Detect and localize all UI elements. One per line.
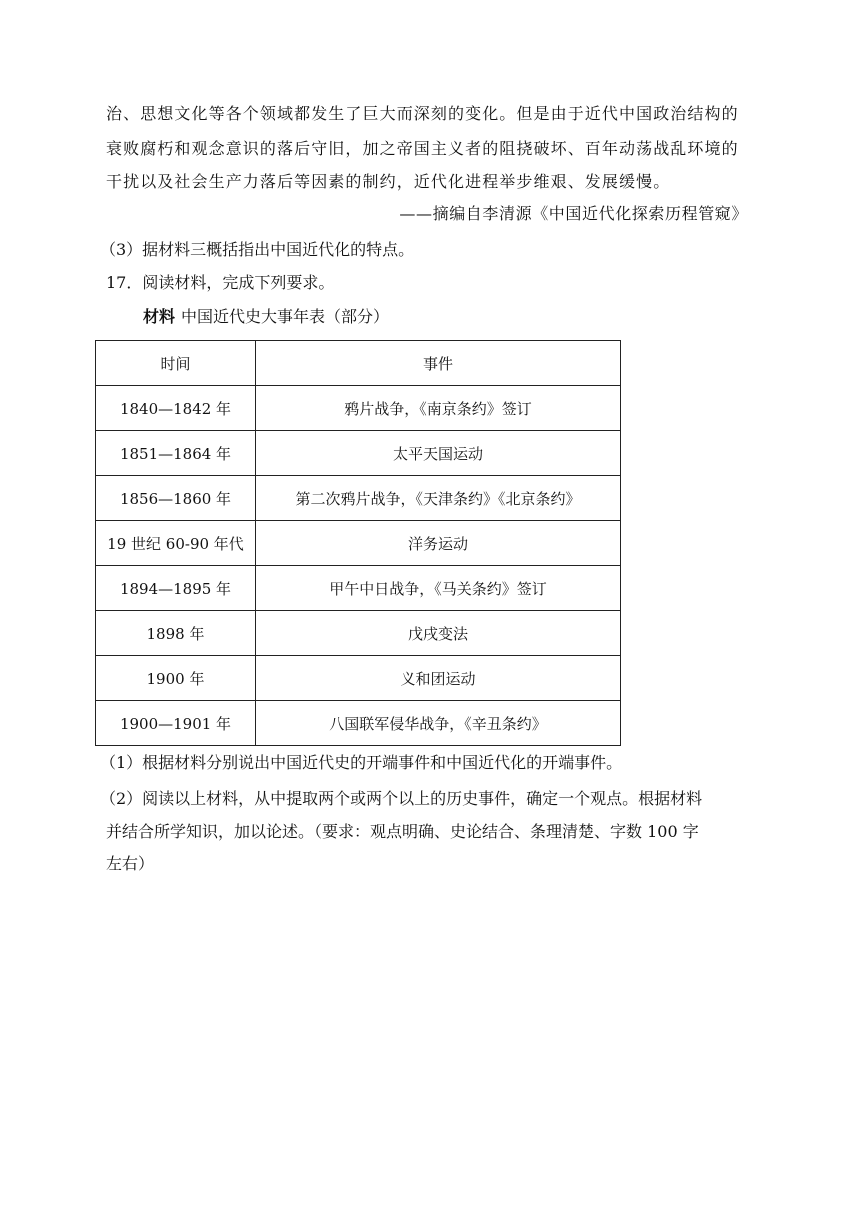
table-row	[96, 566, 621, 611]
event-cell: 八国联军侵华战争，《辛丑条约》	[256, 701, 621, 746]
time-cell: 1900 年	[96, 656, 256, 701]
time-cell: 1856—1860 年	[96, 476, 256, 521]
question-17-part-1: （1）根据材料分别说出中国近代史的开端事件和中国近代化的开端事件。	[100, 753, 623, 772]
events-table	[95, 340, 621, 746]
time-cell: 19 世纪 60-90 年代	[96, 521, 256, 566]
header-event: 事件	[256, 341, 621, 386]
paragraph-line-2: 衰败腐朽和观念意识的落后守旧，加之帝国主义者的阻挠破坏、百年动荡战乱环境的	[106, 139, 739, 158]
table-row	[96, 611, 621, 656]
material-title	[143, 305, 389, 329]
event-cell: 洋务运动	[256, 521, 621, 566]
header-time: 时间	[96, 341, 256, 386]
table-header-row	[96, 341, 621, 386]
table-row	[96, 476, 621, 521]
table-row	[96, 701, 621, 746]
paragraph-line-1: 治、思想文化等各个领域都发生了巨大而深刻的变化。但是由于近代中国政治结构的	[106, 104, 739, 123]
event-cell: 甲午中日战争，《马关条约》签订	[256, 566, 621, 611]
table-row	[96, 656, 621, 701]
time-cell: 1840—1842 年	[96, 386, 256, 431]
question-17-part-2-line-2: 并结合所学知识，加以论述。（要求：观点明确、史论结合、条理清楚、字数 100 字	[106, 822, 699, 841]
event-cell: 太平天国运动	[256, 431, 621, 476]
event-cell: 鸦片战争，《南京条约》签订	[256, 386, 621, 431]
event-cell: 第二次鸦片战争，《天津条约》《北京条约》	[256, 476, 621, 521]
event-cell: 戊戌变法	[256, 611, 621, 656]
question-17-part-2-line-1: （2）阅读以上材料，从中提取两个或两个以上的历史事件，确定一个观点。根据材料	[100, 789, 703, 808]
question-3: （3）据材料三概括指出中国近代化的特点。	[100, 240, 415, 259]
table-row	[96, 431, 621, 476]
source-citation: ——摘编自李清源《中国近代化探索历程管窥》	[399, 204, 748, 223]
material-caption: 中国近代史大事年表（部分）	[181, 307, 390, 326]
event-cell: 义和团运动	[256, 656, 621, 701]
question-17-part-2-line-3: 左右）	[106, 854, 155, 873]
table-row	[96, 521, 621, 566]
time-cell: 1894—1895 年	[96, 566, 256, 611]
table-row	[96, 386, 621, 431]
material-label: 材料	[143, 307, 176, 326]
question-17-title: 17．阅读材料，完成下列要求。	[106, 273, 335, 292]
time-cell: 1900—1901 年	[96, 701, 256, 746]
time-cell: 1898 年	[96, 611, 256, 656]
paragraph-line-3: 干扰以及社会生产力落后等因素的制约，近代化进程举步维艰、发展缓慢。	[106, 172, 671, 191]
time-cell: 1851—1864 年	[96, 431, 256, 476]
